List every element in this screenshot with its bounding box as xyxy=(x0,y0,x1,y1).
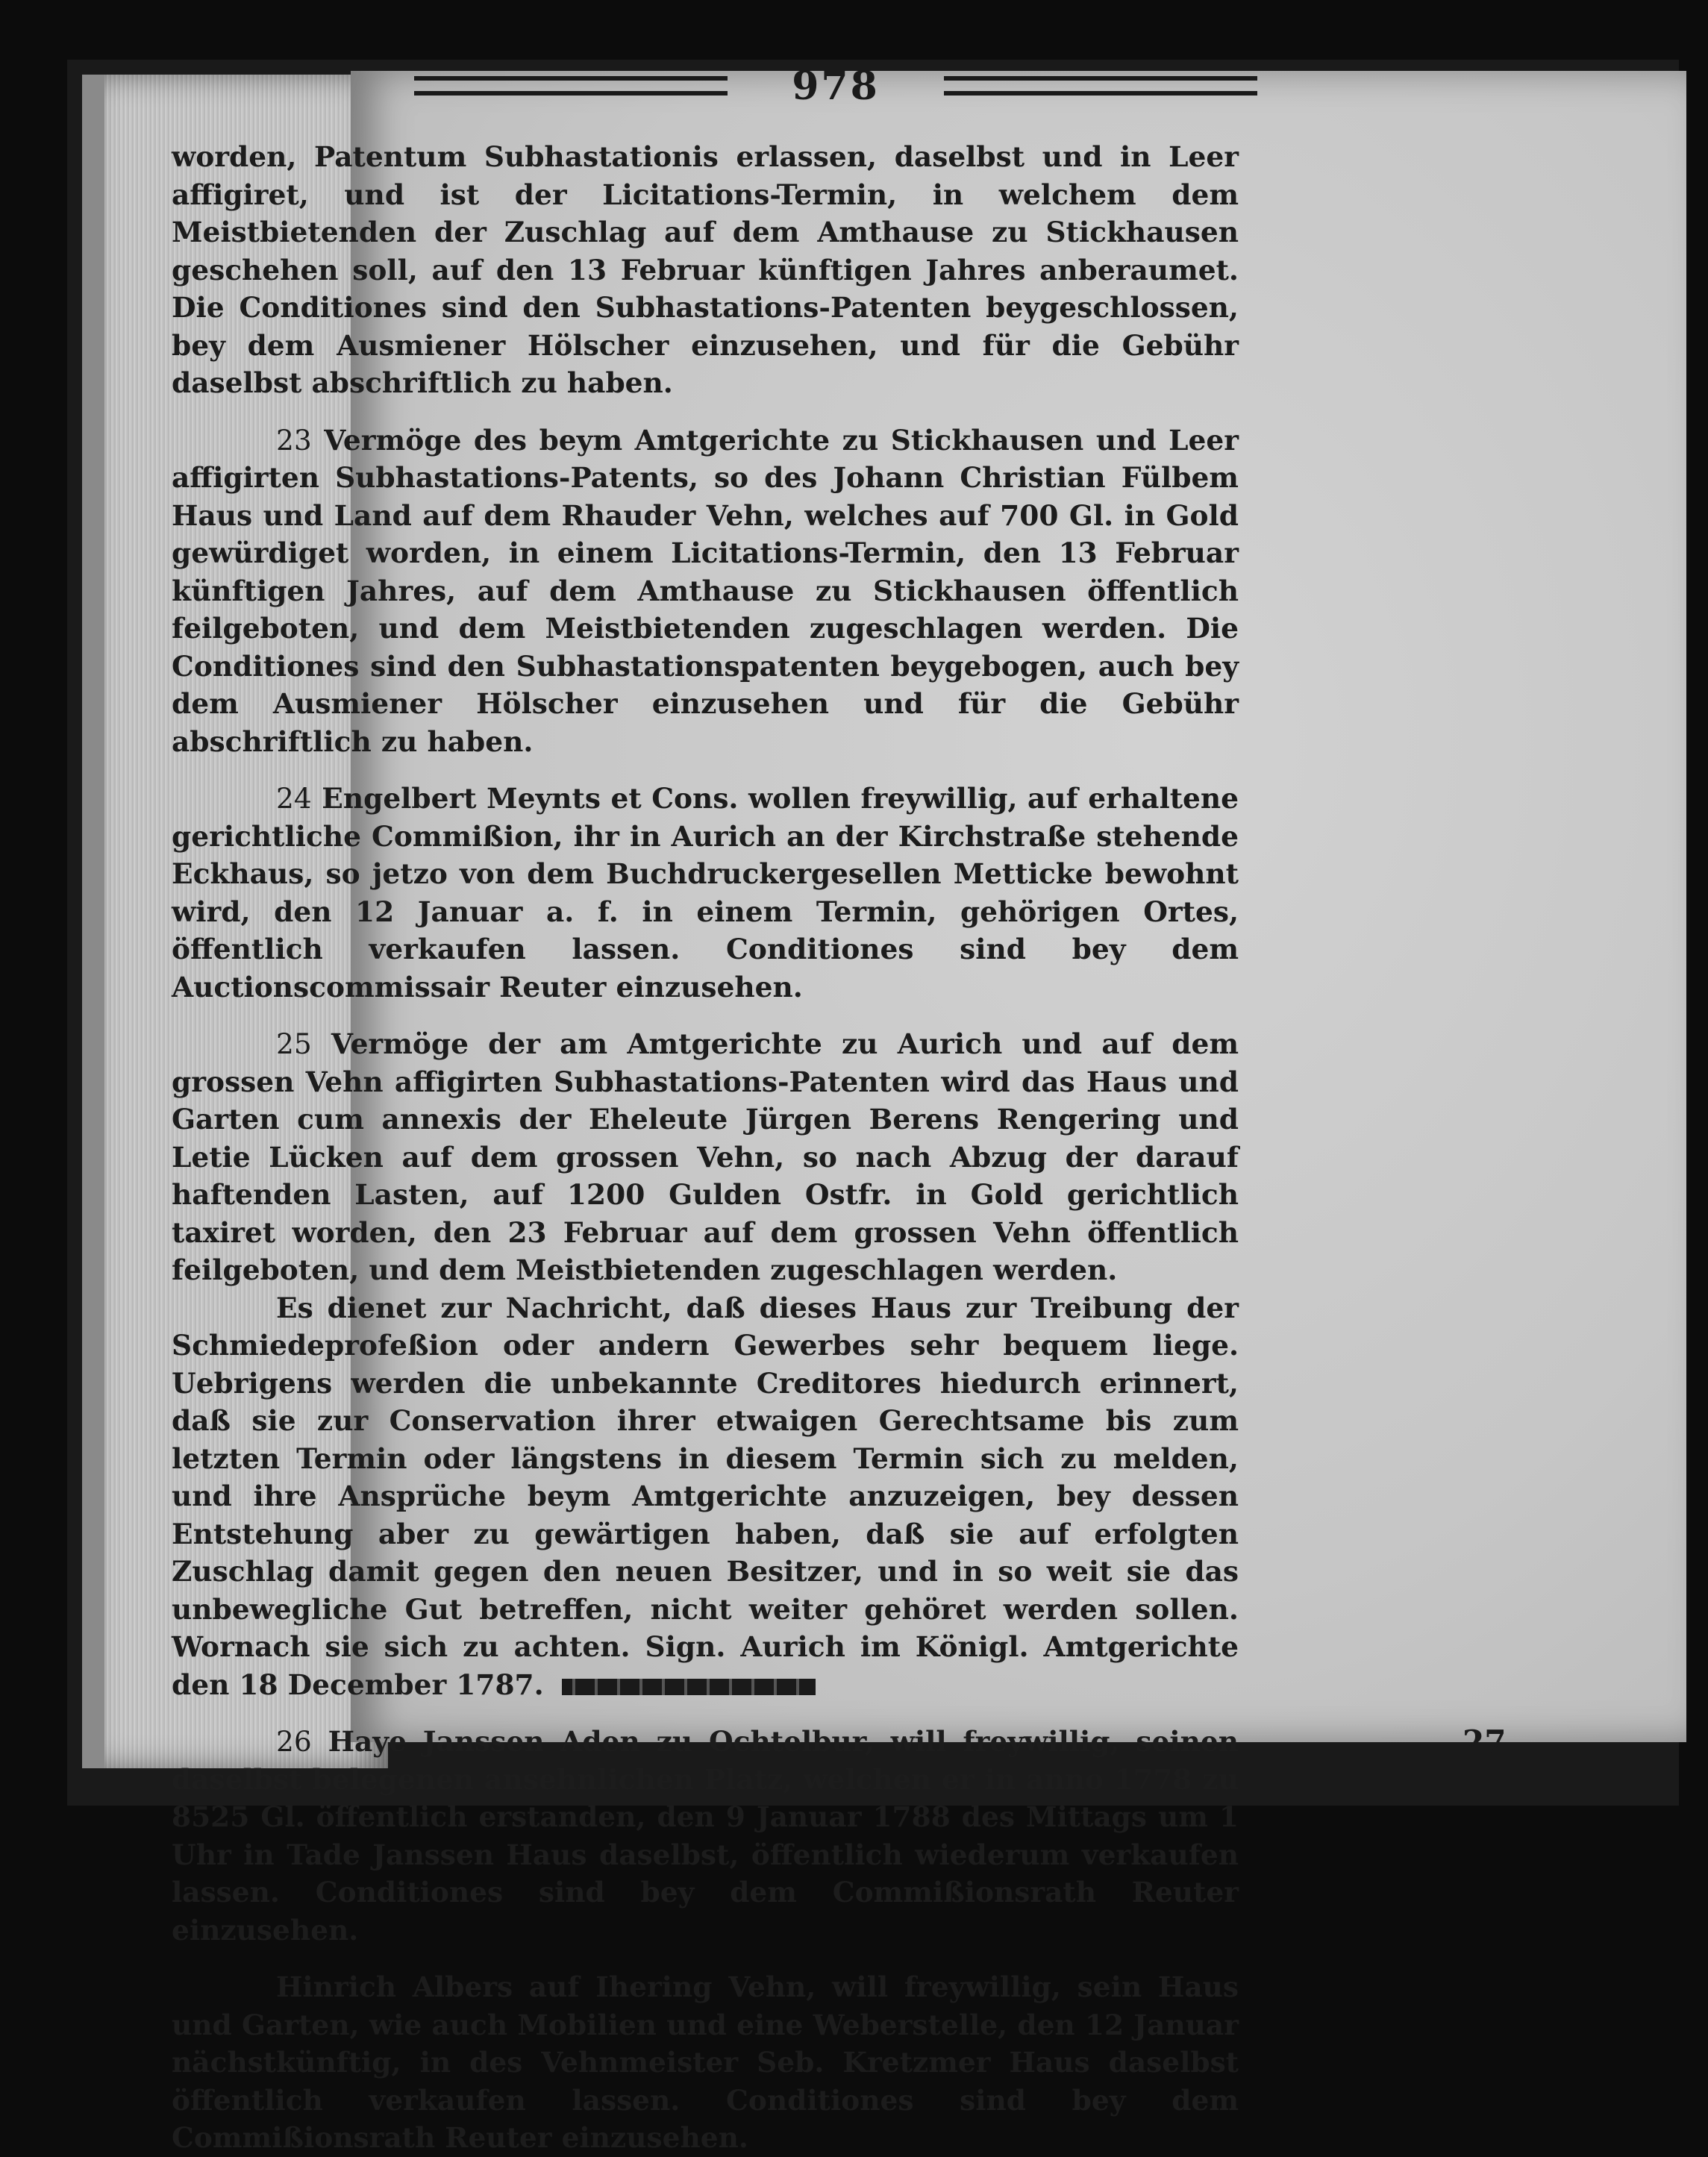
paragraph-text: Engelbert Meynts et Cons. wollen freywillig, auf erhaltene gerichtliche Commißion, ihr in Aurich an der Kirchstraße stehende Eckhaus, so jetzo von dem Buchdruckergesellen Metticke bewohnt wird, den 12 Januar a. f. in einem Termin, gehörigen Ortes, öffentlich verkaufen lassen. Conditiones sind bey dem Auctionscommissair Reuter einzusehen. xyxy=(172,782,1239,1004)
paragraph-25 xyxy=(172,1025,1239,1289)
ornament-flourish xyxy=(562,1679,816,1695)
paragraph-continued xyxy=(172,138,1239,402)
signature-mark: 27 xyxy=(1463,1724,1507,1760)
page-body xyxy=(172,138,1239,2157)
paragraph-26 xyxy=(172,1723,1239,1949)
paragraph-text: worden, Patentum Subhastationis erlassen, daselbst und in Leer affigiret, und ist der Licitations-Termin, in welchem dem Meistbietenden der Zuschlag auf dem Amthause zu Stickhausen geschehen soll, auf den 13 Februar künftigen Jahres anberaumet. Die Conditiones sind den Subhastations-Patenten beygeschlossen, bey dem Ausmiener Hölscher einzusehen, und für die Gebühr daselbst abschriftlich zu haben. xyxy=(172,140,1239,399)
paragraph-text: Hinrich Albers auf Ihering Vehn, will freywillig, sein Haus und Garten, wie auch Mobilien und eine Weberstelle, den 12 Januar nächstkünftig, in des Vehnmeister Seb. Kretzmer Haus daselbst öffentlich verkaufen lassen. Conditiones sind bey dem Commißionsrath Reuter einzusehen. xyxy=(172,1970,1239,2154)
paragraph-albers xyxy=(172,1968,1239,2157)
header-rule-right xyxy=(944,76,1257,96)
page-header xyxy=(414,63,1257,108)
header-rule-left xyxy=(414,76,728,96)
paragraph-25-notice xyxy=(172,1289,1239,1704)
paragraph-number: 25 xyxy=(276,1027,312,1060)
paragraph-number: 26 xyxy=(276,1725,312,1758)
paragraph-23 xyxy=(172,422,1239,761)
paragraph-text: Vermöge des beym Amtgerichte zu Stickhausen und Leer affigirten Subhastations-Patents, so des Johann Christian Fülbem Haus und Land auf dem Rhauder Vehn, welches auf 700 Gl. in Gold gewürdiget worden, in einem Licitations-Termin, den 13 Februar künftigen Jahres, auf dem Amthause zu Stickhausen öffentlich feilgeboten, und dem Meistbietenden zugeschlagen werden. Die Conditiones sind den Subhastationspatenten beygebogen, auch bey dem Ausmiener Hölscher einzusehen und für die Gebühr abschriftlich zu haben. xyxy=(172,423,1239,758)
paragraph-24 xyxy=(172,780,1239,1006)
paragraph-text: Vermöge der am Amtgerichte zu Aurich und auf dem grossen Vehn affigirten Subhastations-Patenten wird das Haus und Garten cum annexis der Eheleute Jürgen Berens Rengering und Letie Lücken auf dem grossen Vehn, so nach Abzug der darauf haftenden Lasten, auf 1200 Gulden Ostfr. in Gold gerichtlich taxiret worden, den 23 Februar auf dem grossen Vehn öffentlich feilgeboten, und dem Meistbietenden zugeschlagen werden. xyxy=(172,1027,1239,1286)
page-number: 978 xyxy=(792,63,880,109)
paragraph-number: 24 xyxy=(276,782,312,815)
paragraph-number: 23 xyxy=(276,423,312,457)
paragraph-text: Haye Janssen Aden zu Ochtelbur, will freywillig, seinen daselbst belegenen ansehnlichen Platz, welchen er in anno 1778 zu 8525 Gl. öffentlich erstanden, den 9 Januar 1788 des Mittags um 1 Uhr in Tade Janssen Haus daselbst, öffentlich wiederum verkaufen lassen. Conditiones sind bey dem Commißionsrath Reuter einzusehen. xyxy=(172,1725,1239,1947)
paragraph-text: Es dienet zur Nachricht, daß dieses Haus zur Treibung der Schmiedeprofeßion oder andern Gewerbes sehr bequem liege. Uebrigens werden die unbekannte Creditores hiedurch erinnert, daß sie zur Conservation ihrer etwaigen Gerechtsame bis zum letzten Termin oder längstens in diesem Termin sich zu melden, und ihre Ansprüche beym Amtgerichte anzuzeigen, bey dessen Entstehung aber zu gewärtigen haben, daß sie auf erfolgten Zuschlag damit gegen den neuen Besitzer, und in so weit sie das unbewegliche Gut betreffen, nicht weiter gehöret werden sollen. Wornach sie sich zu achten. Sign. Aurich im Königl. Amtgerichte den 18 December 1787. xyxy=(172,1291,1239,1701)
